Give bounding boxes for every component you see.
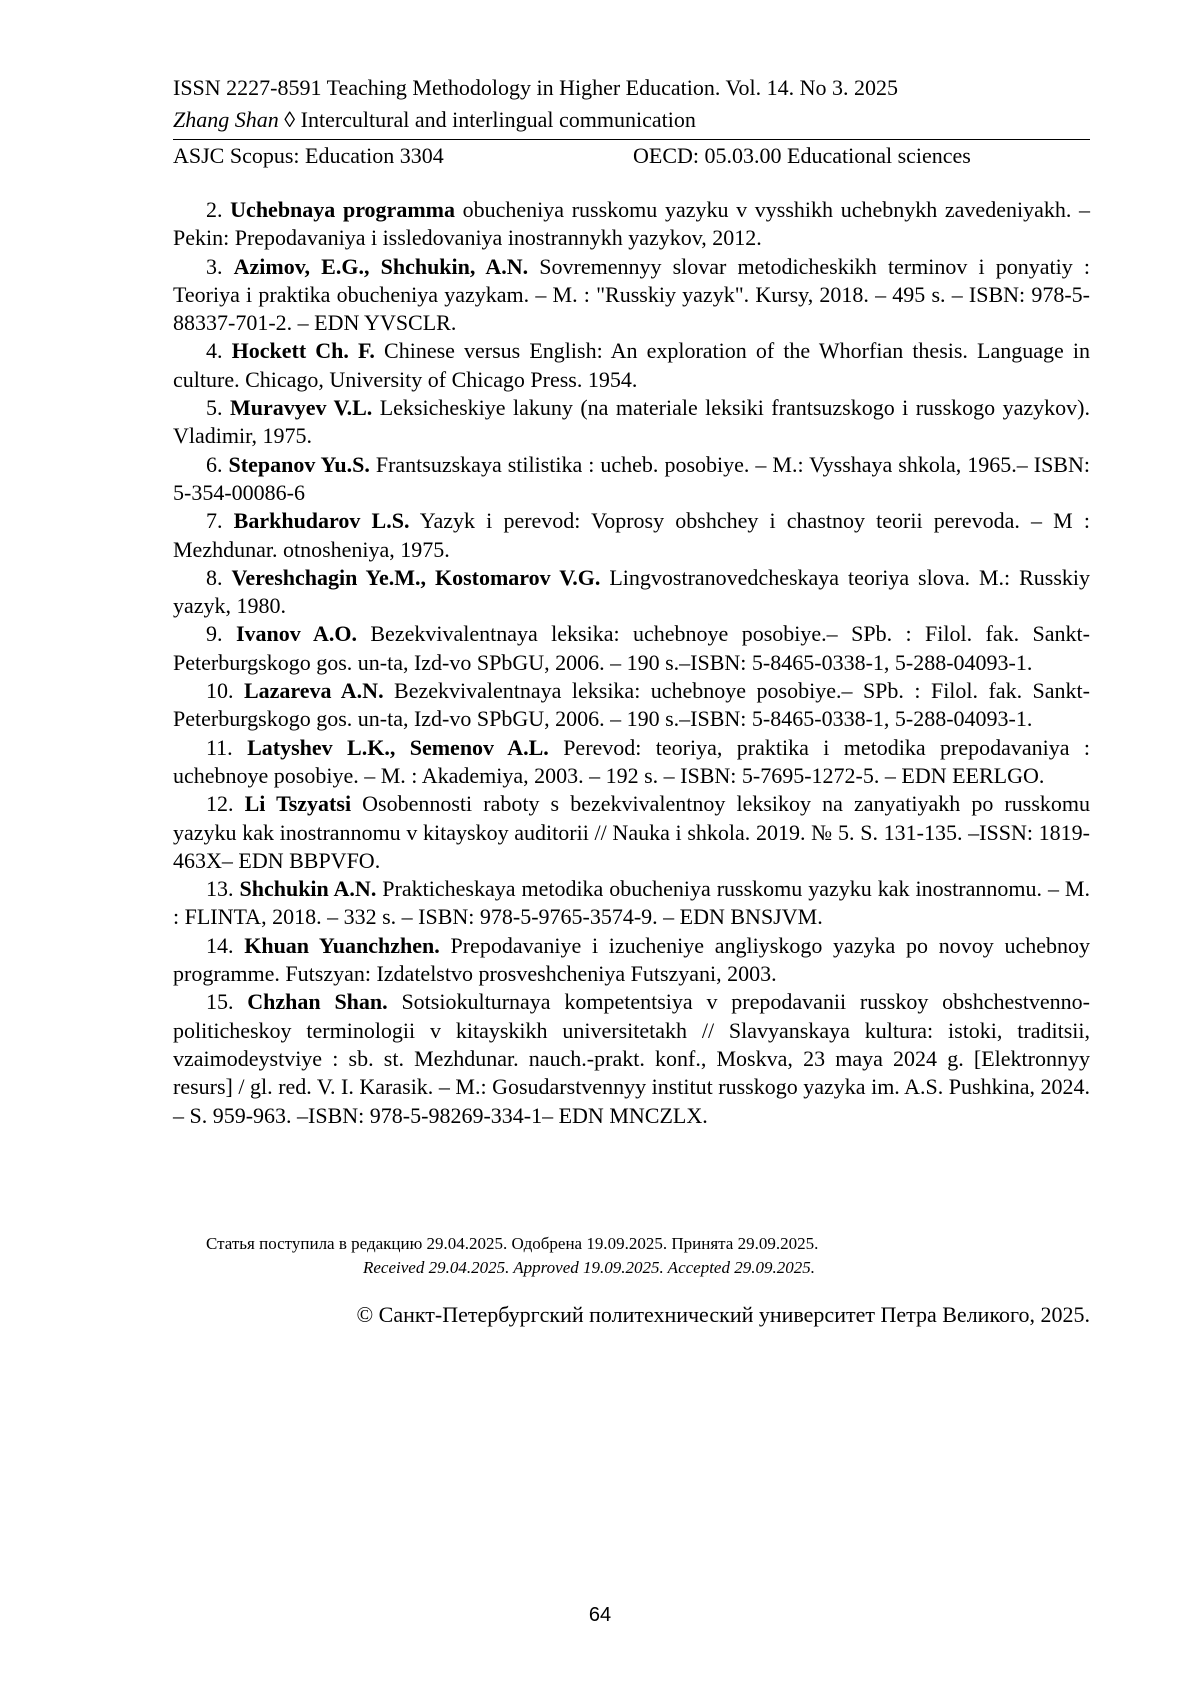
reference-text: Chinese versus English: An exploration of the Whorfian thesis. Language in culture. Chicago, University of Chicago Press. 1954. [173,338,1091,392]
reference-list [173,196,1090,1130]
reference-authors: Hockett Ch. F. [231,338,375,364]
oecd-code: OECD: 05.03.00 Educational sciences [633,143,971,168]
reference-number: 9. [206,621,223,647]
reference-authors: Azimov, E.G., Shchukin, A.N. [233,253,529,279]
reference-text: Osobennosti raboty s bezekvivalentnoy leksikoy na zanyatiyakh po russkomu yazyku kak inostrannomu v kitayskoy auditorii // Nauka i shkola. 2019. № 5. S. 131-135. –ISSN: 1819-463X– EDN BBPVFO. [173,791,1090,873]
reference-number: 12. [206,791,234,817]
reference-item [173,507,1090,564]
dates-russian: Статья поступила в редакцию 29.04.2025. Одобрена 19.09.2025. Принята 29.09.2025. [206,1234,819,1253]
reference-item [173,337,1090,394]
reference-number: 7. [206,508,223,534]
reference-authors: Latyshev L.K., Semenov A.L. [247,734,549,760]
reference-authors: Stepanov Yu.S. [228,451,370,477]
reference-text: Prakticheskaya metodika obucheniya russkomu yazyku kak inostrannomu. – M. : FLINTA, 2018. – 332 s. – ISBN: 978-5-9765-3574-9. – EDN BNSJVM. [173,876,1090,930]
classification-codes [173,140,1090,172]
reference-text: Perevod: teoriya, praktika i metodika prepodavaniya : uchebnoye posobiye. – M. : Akademiya, 2003. – 192 s. – ISBN: 5-7695-1272-5. – EDN EERLGO. [173,734,1091,788]
author-topic-line [173,104,1090,136]
header-author: Zhang Shan [173,107,279,132]
asjc-code: ASJC Scopus: Education 3304 [173,143,444,168]
reference-authors: Li Tszyatsi [244,791,352,817]
running-header [173,72,1090,172]
reference-number: 6. [206,451,223,477]
copyright: © Санкт-Петербургский политехнический университет Петра Великого, 2025. [356,1302,1090,1327]
reference-item [173,932,1090,989]
header-topic: Intercultural and interlingual communication [300,107,696,132]
reference-item [173,875,1090,932]
submission-dates [173,1232,1090,1280]
reference-text: Sovremennyy slovar metodicheskikh terminov i ponyatiy : Teoriya i praktika obucheniya yazykam. – M. : "Russkiy yazyk". Kursy, 2018. – 495 s. – ISBN: 978-5-88337-701-2. – EDN YVSCLR. [173,253,1091,336]
reference-authors: Ivanov A.O. [235,621,357,647]
reference-number: 15. [206,989,234,1015]
reference-item [173,564,1090,621]
reference-text: Frantsuzskaya stilistika : ucheb. posobiye. – M.: Vysshaya shkola, 1965.– ISBN: 5-354-00086-6 [173,451,1090,505]
reference-authors: Lazareva A.N. [243,678,384,704]
reference-number: 8. [206,564,223,590]
reference-item [173,394,1090,451]
reference-authors: Vereshchagin Ye.M., Kostomarov V.G. [231,564,601,590]
reference-item [173,677,1090,734]
reference-number: 2. [206,197,223,222]
reference-text: obucheniya russkomu yazyku v vysshikh uchebnykh zavedeniyakh. –Pekin: Prepodavaniya i issledovaniya inostrannykh yazykov, 2012. [173,197,1090,251]
header-separator: ◊ [278,107,301,132]
reference-number: 3. [206,253,223,279]
reference-number: 11. [206,734,233,760]
reference-number: 10. [206,678,234,704]
reference-text: Bezekvivalentnaya leksika: uchebnoye posobiye.– SPb. : Filol. fak. Sankt-Peterburgskogo gos. un-ta, Izd-vo SPbGU, 2006. – 190 s.–ISBN: 5-8465-0338-1, 5-288-04093-1. [173,678,1090,732]
journal-line: ISSN 2227-8591 Teaching Methodology in Higher Education. Vol. 14. No 3. 2025 [173,75,899,100]
reference-text: Lingvostranovedcheskaya teoriya slova. M.: Russkiy yazyk, 1980. [173,564,1091,619]
reference-item [173,620,1090,677]
reference-text: Yazyk i perevod: Voprosy obshchey i chastnoy teorii perevoda. – M : Mezhdunar. otnosheniya, 1975. [173,508,1090,562]
reference-item [173,196,1090,253]
reference-item [173,734,1090,791]
reference-number: 5. [206,395,223,421]
reference-number: 4. [206,338,223,364]
reference-text: Leksicheskiye lakuny (na materiale leksiki frantsuzskogo i russkogo yazykov). Vladimir, 1975. [173,395,1090,449]
reference-number: 13. [206,876,234,902]
reference-authors: Barkhudarov L.S. [233,508,410,534]
reference-authors: Shchukin A.N. [239,876,377,902]
reference-authors: Khuan Yuanchzhen. [244,932,440,958]
reference-number: 14. [206,932,234,958]
reference-item [173,451,1090,508]
reference-text: Prepodavaniye i izucheniye angliyskogo yazyka po novoy uchebnoy programme. Futszyan: Izdatelstvo prosveshcheniya Futszyani, 2003. [173,932,1090,987]
reference-item [173,988,1090,1129]
reference-text: Bezekvivalentnaya leksika: uchebnoye posobiye.– SPb. : Filol. fak. Sankt-Peterburgskogo gos. un-ta, Izd-vo SPbGU, 2006. – 190 s.–ISBN: 5-8465-0338-1, 5-288-04093-1. [173,621,1090,675]
dates-english: Received 29.04.2025. Approved 19.09.2025. Accepted 29.09.2025. [363,1258,815,1277]
reference-authors: Muravyev V.L. [229,395,373,421]
reference-authors: Chzhan Shan. [247,989,388,1015]
page-number: 64 [588,1604,612,1626]
reference-text: Sotsiokulturnaya kompetentsiya v prepodavanii russkoy obshchestvenno-politicheskoy terminologii v kitayskikh universitetakh // Slavyanskaya kultura: istoki, traditsii, vzaimodeystviye : sb. st. Mezhdunar. nauch.-prakt. konf., Moskva, 23 maya 2024 g. [Elektronnyy resurs] / gl. red. V. I. Karasik. – M.: Gosudarstvennyy institut russkogo yazyka im. A.S. Pushkina, 2024. – S. 959-963. –ISBN: 978-5-98269-334-1– EDN MNCZLX. [173,989,1090,1128]
reference-authors: Uchebnaya programma [230,197,455,222]
reference-item [173,790,1090,875]
reference-item [173,253,1090,338]
